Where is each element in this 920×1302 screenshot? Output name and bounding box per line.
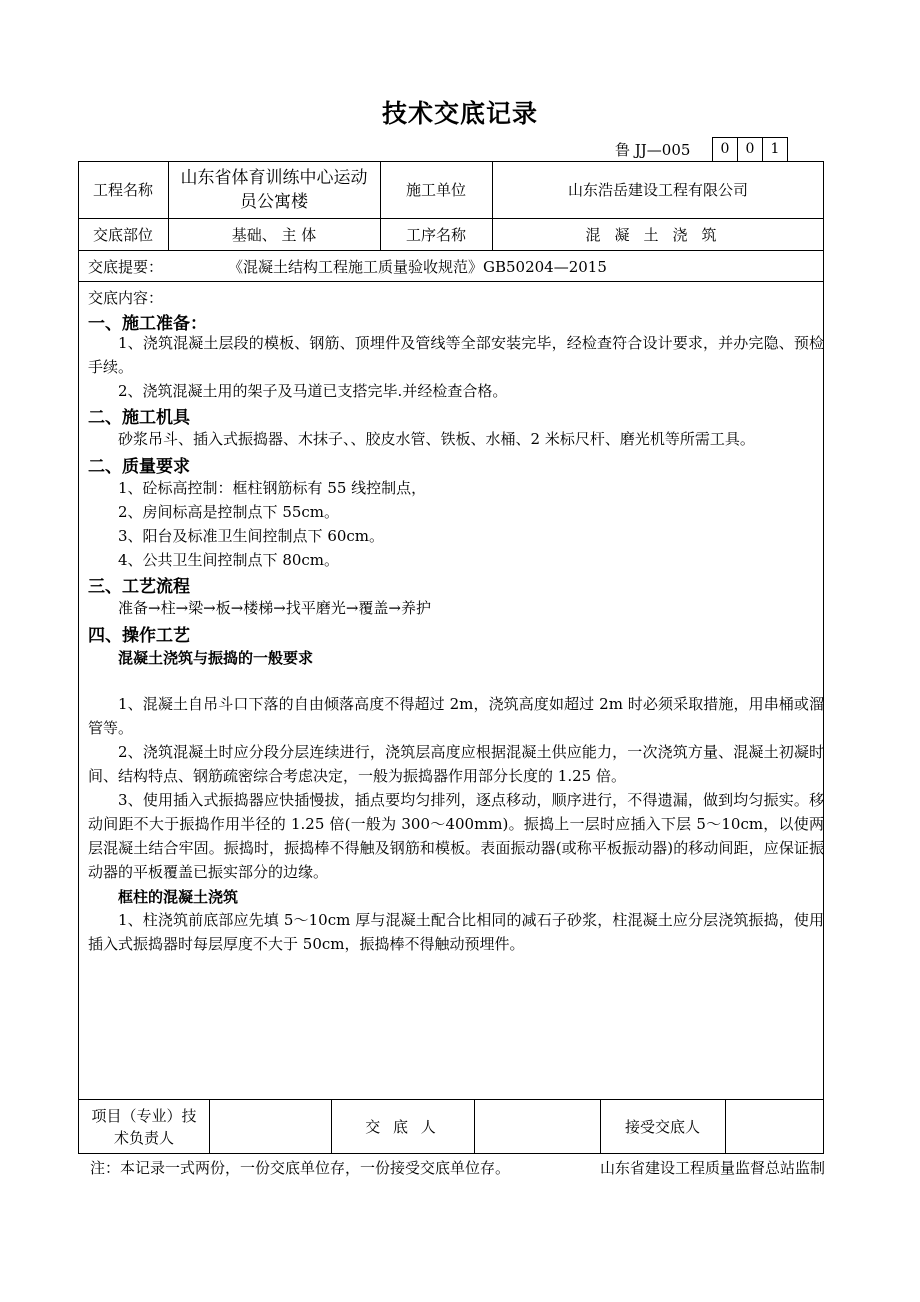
paragraph: 1、砼标高控制：框柱钢筋标有 55 线控制点， bbox=[118, 479, 427, 497]
paragraph: 1、浇筑混凝土层段的模板、钢筋、顶埋件及管线等全部安装完毕，经检查符合设计要求，并办完隐、预检手续。 bbox=[88, 334, 824, 376]
receiver-signature[interactable] bbox=[725, 1099, 824, 1154]
briefer-signature[interactable] bbox=[474, 1099, 600, 1154]
summary-value: 《混凝土结构工程施工质量验收规范》GB50204—2015 bbox=[228, 258, 607, 276]
construction-unit-label: 施工单位 bbox=[405, 181, 466, 199]
construction-unit-value: 山东浩岳建设工程有限公司 bbox=[567, 181, 748, 199]
paragraph: 准备→柱→梁→板→楼梯→找平磨光→覆盖→养护 bbox=[118, 599, 431, 617]
paragraph: 1、混凝土自吊斗口下落的自由倾落高度不得超过 2m，浇筑高度如超过 2m 时必须采取措施，用串桶或溜管等。 bbox=[88, 695, 824, 737]
footer-organization: 山东省建设工程质量监督总站监制 bbox=[599, 1159, 825, 1177]
summary-label: 交底提要： bbox=[88, 258, 164, 276]
part-label: 交底部位 bbox=[92, 225, 153, 244]
section-title-process-flow: 三、工艺流程 bbox=[88, 577, 190, 597]
paragraph: 4、公共卫生间控制点下 80cm。 bbox=[118, 551, 340, 569]
footer-note: 注：本记录一式两份，一份交底单位存，一份接受交底单位存。 bbox=[90, 1159, 511, 1177]
section-title-tools: 二、施工机具 bbox=[88, 408, 190, 428]
receiver-label: 接受交底人 bbox=[624, 1118, 700, 1136]
subsection-title: 混凝土浇筑与振捣的一般要求 bbox=[118, 649, 314, 667]
paragraph: 1、柱浇筑前底部应先填 5～10cm 厚与混凝土配合比相同的减石子砂浆，柱混凝土应分层浇筑振捣，使用插入式振捣器时每层厚度不大于 50cm，振捣棒不得触动预埋件。 bbox=[88, 911, 824, 953]
section-title-preparation: 一、施工准备： bbox=[88, 314, 207, 334]
part-value: 基础、 主 体 bbox=[231, 225, 317, 244]
code-box-2: 0 bbox=[737, 137, 763, 162]
tech-lead-signature[interactable] bbox=[209, 1099, 331, 1154]
document-title: 技术交底记录 bbox=[381, 99, 538, 128]
project-name-value: 山东省体育训练中心运动员公寓楼 bbox=[180, 167, 368, 212]
section-title-operations: 四、操作工艺 bbox=[88, 626, 190, 646]
paragraph: 2、房间标高是控制点下 55cm。 bbox=[118, 503, 340, 521]
row-divider bbox=[78, 281, 824, 282]
paragraph: 3、使用插入式振捣器应快插慢拔，插点要均匀排列，逐点移动，顺序进行，不得遗漏，做到均匀振实。移动间距不大于振捣作用半径的 1.25 倍(一般为 300～400mm)。振捣上一层时应插入下层 5～10cm，以使两层混凝土结合牢固。振捣时，振捣棒不得触及钢筋和模板。表面振动器(或称平板振动器)的移动间距，应保证振动器的平板覆盖已振实部分的边缘。 bbox=[88, 791, 824, 881]
row-divider bbox=[78, 250, 824, 251]
form-code: 鲁 JJ—005 bbox=[615, 141, 691, 159]
briefer-label: 交 底 人 bbox=[365, 1118, 440, 1136]
process-value: 混凝土浇筑 bbox=[585, 225, 731, 244]
code-box-3: 1 bbox=[762, 137, 788, 162]
subsection-title: 框柱的混凝土浇筑 bbox=[118, 888, 239, 906]
paragraph: 3、阳台及标准卫生间控制点下 60cm。 bbox=[118, 527, 385, 545]
content-label: 交底内容： bbox=[88, 289, 164, 307]
process-label: 工序名称 bbox=[405, 225, 466, 244]
paragraph: 2、浇筑混凝土用的架子及马道已支搭完毕.并经检查合格。 bbox=[118, 382, 508, 400]
project-name-label: 工程名称 bbox=[92, 181, 153, 199]
tech-lead-label: 项目（专业）技术负责人 bbox=[91, 1107, 197, 1147]
section-title-quality: 二、质量要求 bbox=[88, 457, 190, 477]
code-box-1: 0 bbox=[712, 137, 738, 162]
paragraph: 2、浇筑混凝土时应分段分层连续进行，浇筑层高度应根据混凝土供应能力，一次浇筑方量、混凝土初凝时间、结构特点、钢筋疏密综合考虑决定，一般为振捣器作用部分长度的 1.25 倍。 bbox=[88, 743, 824, 785]
paragraph: 砂浆吊斗、插入式振捣器、木抹子、、胶皮水管、铁板、水桶、2 米标尺杆、磨光机等所需工具。 bbox=[118, 430, 755, 448]
